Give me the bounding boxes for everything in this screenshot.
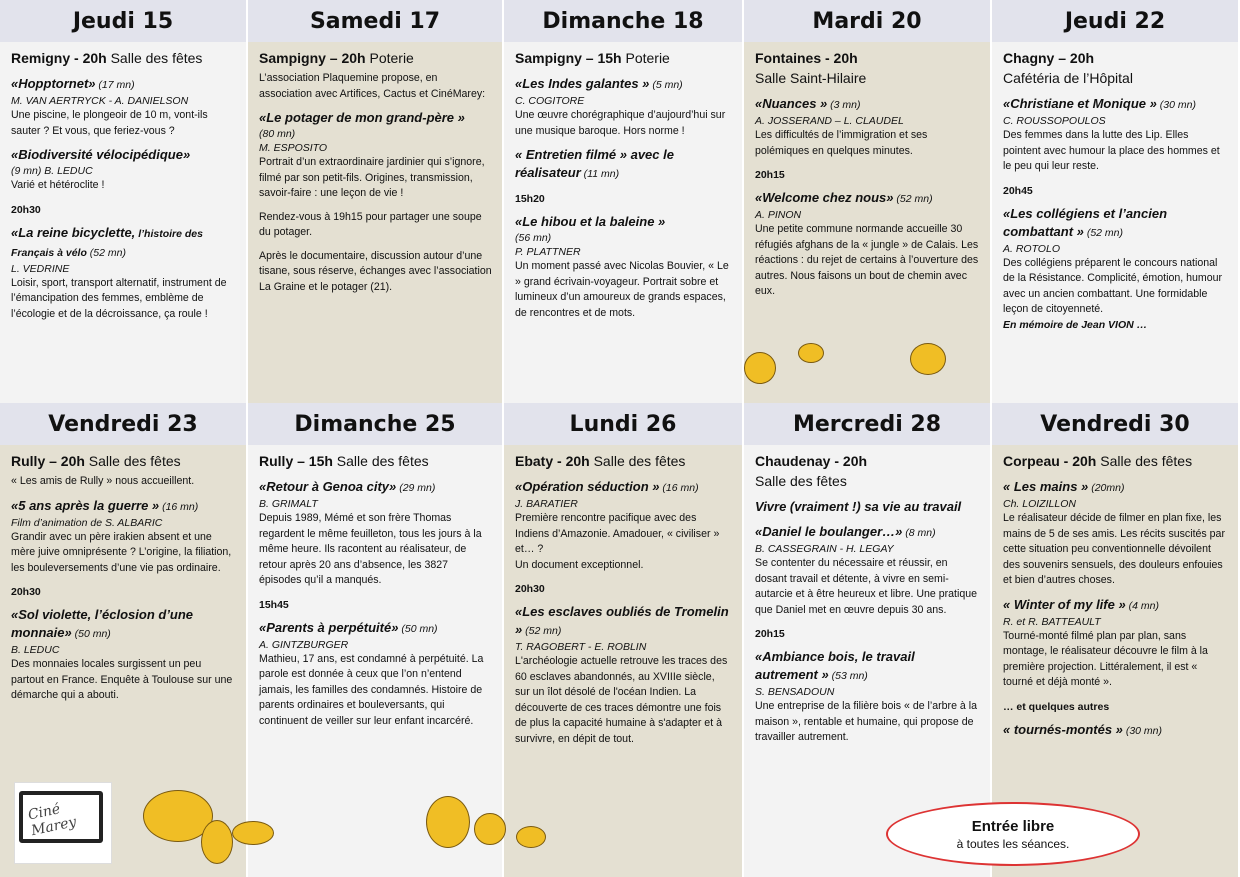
film-name: «Les esclaves oubliés de Tromelin » [515, 604, 729, 637]
day-cell [504, 42, 744, 403]
venue-line [259, 451, 492, 471]
decorative-dot [910, 343, 946, 375]
session-time: … et quelques autres [1003, 700, 1110, 713]
film-title [515, 75, 732, 94]
film-description: Portrait d’un extraordinaire jardinier qui s’ignore, filmé par son petit-fils. Origines, transmission, savoir-faire : une leçon de vie ! [259, 156, 485, 199]
film-description: Après le documentaire, discussion autour d’une tisane, sous réserve, échanges avec l’association La Graine et le potager (21). [259, 249, 492, 293]
film-title [259, 619, 492, 638]
session-time: 20h45 [1003, 184, 1033, 197]
venue-town: Chaudenay - 20h [755, 453, 868, 469]
film-title [515, 146, 732, 183]
film-title [1003, 95, 1228, 114]
venue-town: Rully – 20h [11, 453, 85, 469]
film-description: L'archéologie actuelle retrouve les traces des 60 esclaves abandonnés, au XVIIIe siècle, sur un îlot désolé de l'océan Indien. La découverte de ces traces démontre une fois de plus la capacité humaine à s'adapter et à survivre, en dépit de tout. [515, 655, 728, 745]
decorative-dot [516, 826, 546, 848]
venue-line [755, 48, 980, 88]
day-header: Lundi 26 [504, 403, 744, 445]
film-name: «Sol violette, l’éclosion d’une monnaie» [11, 607, 194, 640]
film-author: J. BARATIER [515, 498, 578, 510]
film-description: Se contenter du nécessaire et réussir, en dosant travail et détente, à vivre en semi-autarcie et à être heureux et libre. Une pratique que Daniel met en œuvre depuis 30 ans. [755, 557, 978, 616]
session-time: 15h45 [259, 598, 289, 611]
day-header: Jeudi 22 [992, 0, 1240, 42]
day-cell [248, 42, 504, 403]
film-author: A. GINTZBURGER [259, 638, 349, 651]
film-description: Loisir, sport, transport alternatif, instrument de l’émancipation des femmes, emblème de l’écologie et de la décroissance, ça roule ! [11, 276, 227, 320]
film-name: «Biodiversité vélocipédique» [11, 147, 191, 162]
venue-town: Fontaines - 20h [755, 50, 858, 66]
day-header: Dimanche 18 [504, 0, 744, 42]
film-duration: (53 mn) [828, 670, 868, 682]
film-name: «Le potager de mon grand-père » [259, 110, 465, 125]
film-title [755, 648, 980, 685]
film-title [515, 603, 732, 640]
film-description: Un document exceptionnel. [515, 558, 644, 571]
session-time: 15h20 [515, 193, 545, 205]
film-description: Une petite commune normande accueille 30 réfugiés afghans de la « jungle » de Calais. Les réactions : du rejet de certains à l’ouverture des autres. Nous faisons un bout de chemin avec eux. [755, 223, 979, 297]
film-duration: (5 mn) [649, 79, 683, 91]
film-author: M. ESPOSITO [259, 142, 328, 154]
venue-name: Poterie [621, 50, 670, 66]
venue-name: Salle des fêtes [332, 453, 429, 469]
film-author: Film d’animation de S. ALBARIC [11, 516, 163, 529]
film-name: «Welcome chez nous» [755, 190, 894, 205]
film-description: Un moment passé avec Nicolas Bouvier, « Le » grand écrivain-voyageur. Portrait sobre et lumineux d’un amoureux de grands espaces, de rencontres et de mots. [515, 260, 729, 319]
day-header: Vendredi 30 [992, 403, 1240, 445]
film-description: Une piscine, le plongeoir de 10 m, vont-ils sauter ? Et vous, que feriez-vous ? [11, 109, 208, 137]
day-cell [992, 42, 1240, 403]
film-duration: (11 mn) [580, 168, 620, 180]
venue-name: Cafétéria de l’Hôpital [1003, 70, 1133, 86]
day-cell [0, 42, 248, 403]
film-name: «Hopptornet» [11, 76, 96, 91]
session-time: 20h30 [11, 203, 41, 216]
day-header: Mercredi 28 [744, 403, 992, 445]
day-header: Jeudi 15 [0, 0, 248, 42]
cinemarey-logo [14, 782, 112, 864]
film-title [755, 523, 980, 542]
film-duration: (50 mn) [398, 622, 438, 635]
film-title [755, 189, 980, 208]
venue-name: Poterie [365, 50, 414, 66]
venue-town: Corpeau - 20h [1003, 453, 1097, 469]
decorative-dot [474, 813, 506, 845]
day-cell [504, 445, 744, 877]
film-author: A. JOSSERAND – L. CLAUDEL [755, 115, 904, 127]
venue-town: Remigny - 20h [11, 50, 107, 66]
venue-line [515, 48, 732, 68]
dedication: En mémoire de Jean VION … [1003, 318, 1148, 331]
film-name: «Les Indes galantes » [515, 76, 650, 91]
venue-town: Ebaty - 20h [515, 453, 590, 469]
film-author: M. VAN AERTRYCK - A. DANIELSON [11, 95, 189, 107]
film-name: Vivre (vraiment !) sa vie au travail [755, 499, 962, 514]
film-title [259, 109, 492, 127]
film-title [515, 478, 732, 497]
entree-subtitle: à toutes les séances. [956, 836, 1070, 851]
venue-line [1003, 451, 1228, 471]
film-name: «Le hibou et la baleine » [515, 214, 666, 229]
film-description: L’association Plaquemine propose, en association avec Artifices, Cactus et CinéMarey: [259, 72, 486, 100]
film-name: «5 ans après la guerre » [11, 497, 160, 513]
film-title [1003, 721, 1228, 740]
film-title [11, 75, 236, 94]
film-name: «La reine bicyclette, [11, 224, 136, 240]
venue-line [11, 48, 236, 68]
day-cell [744, 42, 992, 403]
film-title [11, 497, 236, 516]
film-description: Varié et hétéroclite ! [11, 179, 105, 191]
film-author: T. RAGOBERT - E. ROBLIN [515, 641, 647, 653]
film-title [11, 224, 236, 262]
film-name: «Retour à Genoa city» [259, 479, 397, 494]
film-description: Grandir avec un père irakien absent et une mère juive omniprésente ? L’origine, la filiation, les bouleversements d’une vie pas ordinaire. [11, 530, 232, 574]
venue-name: Salle des fêtes [84, 453, 181, 469]
film-author: (80 mn) [259, 128, 296, 140]
film-author: C. ROUSSOPOULOS [1003, 115, 1106, 127]
film-name: «Parents à perpétuité» [259, 619, 399, 635]
decorative-dot [201, 820, 233, 864]
film-name: «Nuances » [755, 96, 828, 111]
film-duration: (52 mn) [522, 625, 562, 637]
film-title [259, 478, 492, 497]
film-duration: (16 mn) [659, 482, 699, 494]
film-duration: (52 mn) [1083, 226, 1123, 239]
venue-town: Sampigny – 20h [259, 50, 366, 66]
film-name: «Ambiance bois, le travail autrement » [755, 649, 915, 682]
venue-name: Salle des fêtes [589, 453, 686, 469]
film-author: A. ROTOLO [1003, 242, 1060, 255]
venue-line [11, 451, 236, 471]
film-author: (9 mn) B. LEDUC [11, 165, 93, 177]
film-author: C. COGITORE [515, 95, 585, 107]
film-title [1003, 596, 1228, 615]
film-duration: (16 mn) [159, 500, 199, 513]
film-description: Mathieu, 17 ans, est condamné à perpétuité. La parole est donnée à ceux que l’on n’entend jamais, les familles des condamnés. Histoire de parents ordinaires et bouleversants, qui continuent de veiller sur leur enfant incarcéré. [259, 652, 484, 727]
venue-line [515, 451, 732, 471]
film-subtitle: l’histoire des Français à vélo [11, 227, 203, 259]
film-name: «Les collégiens et l’ancien combattant » [1003, 205, 1168, 239]
session-time: 20h30 [11, 586, 41, 598]
film-name: « Winter of my life » [1003, 596, 1126, 612]
decorative-dot [426, 796, 470, 848]
film-name: « Les mains » [1003, 479, 1089, 494]
film-name: « Entretien filmé » avec le réalisateur [515, 147, 674, 180]
entree-libre-badge [886, 802, 1140, 866]
film-author: S. BENSADOUN [755, 686, 835, 698]
film-title [11, 146, 236, 164]
day-header: Mardi 20 [744, 0, 992, 42]
day-header: Samedi 17 [248, 0, 504, 42]
day-header: Vendredi 23 [0, 403, 248, 445]
film-description: Des collégiens préparent le concours national de la Résistance. Complicité, émotion, humour avec un ancien combattant. Une formidable leçon de citoyenneté. [1003, 256, 1223, 315]
spacer [259, 241, 492, 249]
film-author: A. PINON [755, 209, 802, 221]
film-duration: (30 mn) [1122, 724, 1163, 737]
film-description: Première rencontre pacifique avec des Indiens d’Amazonie. Amadouer, « civiliser » et… ? [515, 512, 720, 555]
film-name: « tournés-montés » [1003, 721, 1123, 737]
film-title [755, 95, 980, 114]
venue-name: Salle des fêtes [1096, 453, 1193, 469]
film-author: (56 mn) [515, 232, 552, 244]
film-description: Depuis 1989, Mémé et son frère Thomas regardent le même feuilleton, tous les jours à la même heure. Ils racontent au réalisateur, de retour après 20 ans d’absence, les 3827 épisodes qu’il a manqués. [259, 512, 482, 586]
film-duration: (52 mn) [86, 246, 126, 259]
venue-town: Chagny – 20h [1003, 50, 1095, 66]
film-author: Ch. LOIZILLON [1003, 498, 1076, 510]
film-author: B. LEDUC [11, 644, 60, 656]
session-time: 20h15 [755, 169, 785, 181]
film-title [11, 606, 236, 643]
venue-line [259, 48, 492, 68]
film-duration: (3 mn) [827, 99, 861, 111]
film-name: «Opération séduction » [515, 479, 660, 494]
venue-name: Salle des fêtes [755, 473, 847, 489]
film-duration: (17 mn) [95, 79, 135, 91]
film-description: Le réalisateur décide de filmer en plan fixe, les mains de 5 de ses amis. Les récits suscités par cette situation peu conventionnelle dévoilent des souvenirs sensuels, des douleurs enfouies et bien d’autres choses. [1003, 512, 1225, 586]
film-duration: (8 mn) [902, 527, 936, 539]
film-description: Des femmes dans la lutte des Lip. Elles pointent avec humour la place des hommes et le peu qui leur reste. [1003, 129, 1220, 172]
venue-town: Sampigny – 15h [515, 50, 622, 66]
decorative-dot [744, 352, 776, 384]
film-description: Les difficultés de l’immigration et ses polémiques en quelques minutes. [755, 129, 928, 157]
film-description: Tourné-monté filmé plan par plan, sans montage, le réalisateur découvre le film à la première projection. Littéralement, il est « tourné et déjà monté ». [1003, 629, 1208, 688]
spacer [259, 202, 492, 210]
film-author: R. et R. BATTEAULT [1003, 615, 1101, 628]
film-title [1003, 478, 1228, 497]
venue-line [1003, 48, 1228, 88]
film-duration: (29 mn) [396, 482, 436, 494]
film-title [755, 498, 980, 516]
venue-line [755, 451, 980, 491]
session-time: 20h15 [755, 628, 785, 640]
film-duration: (52 mn) [893, 193, 933, 205]
film-description: Rendez-vous à 19h15 pour partager une soupe du potager. [259, 210, 482, 238]
film-duration: (30 mn) [1156, 99, 1196, 111]
film-author: B. GRIMALT [259, 498, 318, 510]
film-name: «Daniel le boulanger…» [755, 524, 903, 539]
film-duration: (4 mn) [1125, 599, 1159, 612]
film-name: «Christiane et Monique » [1003, 96, 1157, 111]
film-author: P. PLATTNER [515, 246, 581, 258]
film-author: B. CASSEGRAIN - H. LEGAY [755, 543, 894, 555]
film-title [1003, 205, 1228, 242]
decorative-dot [798, 343, 824, 363]
film-duration: (20mn) [1088, 482, 1125, 494]
film-description: Une entreprise de la filière bois « de l’arbre à la maison », rentable et humaine, qui propose de travailler autrement. [755, 700, 978, 743]
film-duration: (50 mn) [71, 628, 111, 640]
day-header: Dimanche 25 [248, 403, 504, 445]
venue-name: Salle Saint-Hilaire [755, 70, 867, 86]
entree-title: Entrée libre [971, 817, 1055, 835]
venue-town: Rully – 15h [259, 453, 333, 469]
film-description: Des monnaies locales surgissent un peu partout en France. Enquête à Toulouse sur une démarche qui a abouti. [11, 658, 233, 701]
film-title [515, 213, 732, 231]
venue-name: Salle des fêtes [106, 50, 203, 66]
decorative-dot [232, 821, 274, 845]
logo-text: Ciné Marey [26, 801, 78, 840]
film-description: Une œuvre chorégraphique d’aujourd’hui sur une musique baroque. Hors norme ! [515, 109, 726, 137]
session-time: 20h30 [515, 583, 545, 595]
film-description: « Les amis de Rully » nous accueillent. [11, 475, 195, 487]
film-author: L. VEDRINE [11, 262, 70, 275]
